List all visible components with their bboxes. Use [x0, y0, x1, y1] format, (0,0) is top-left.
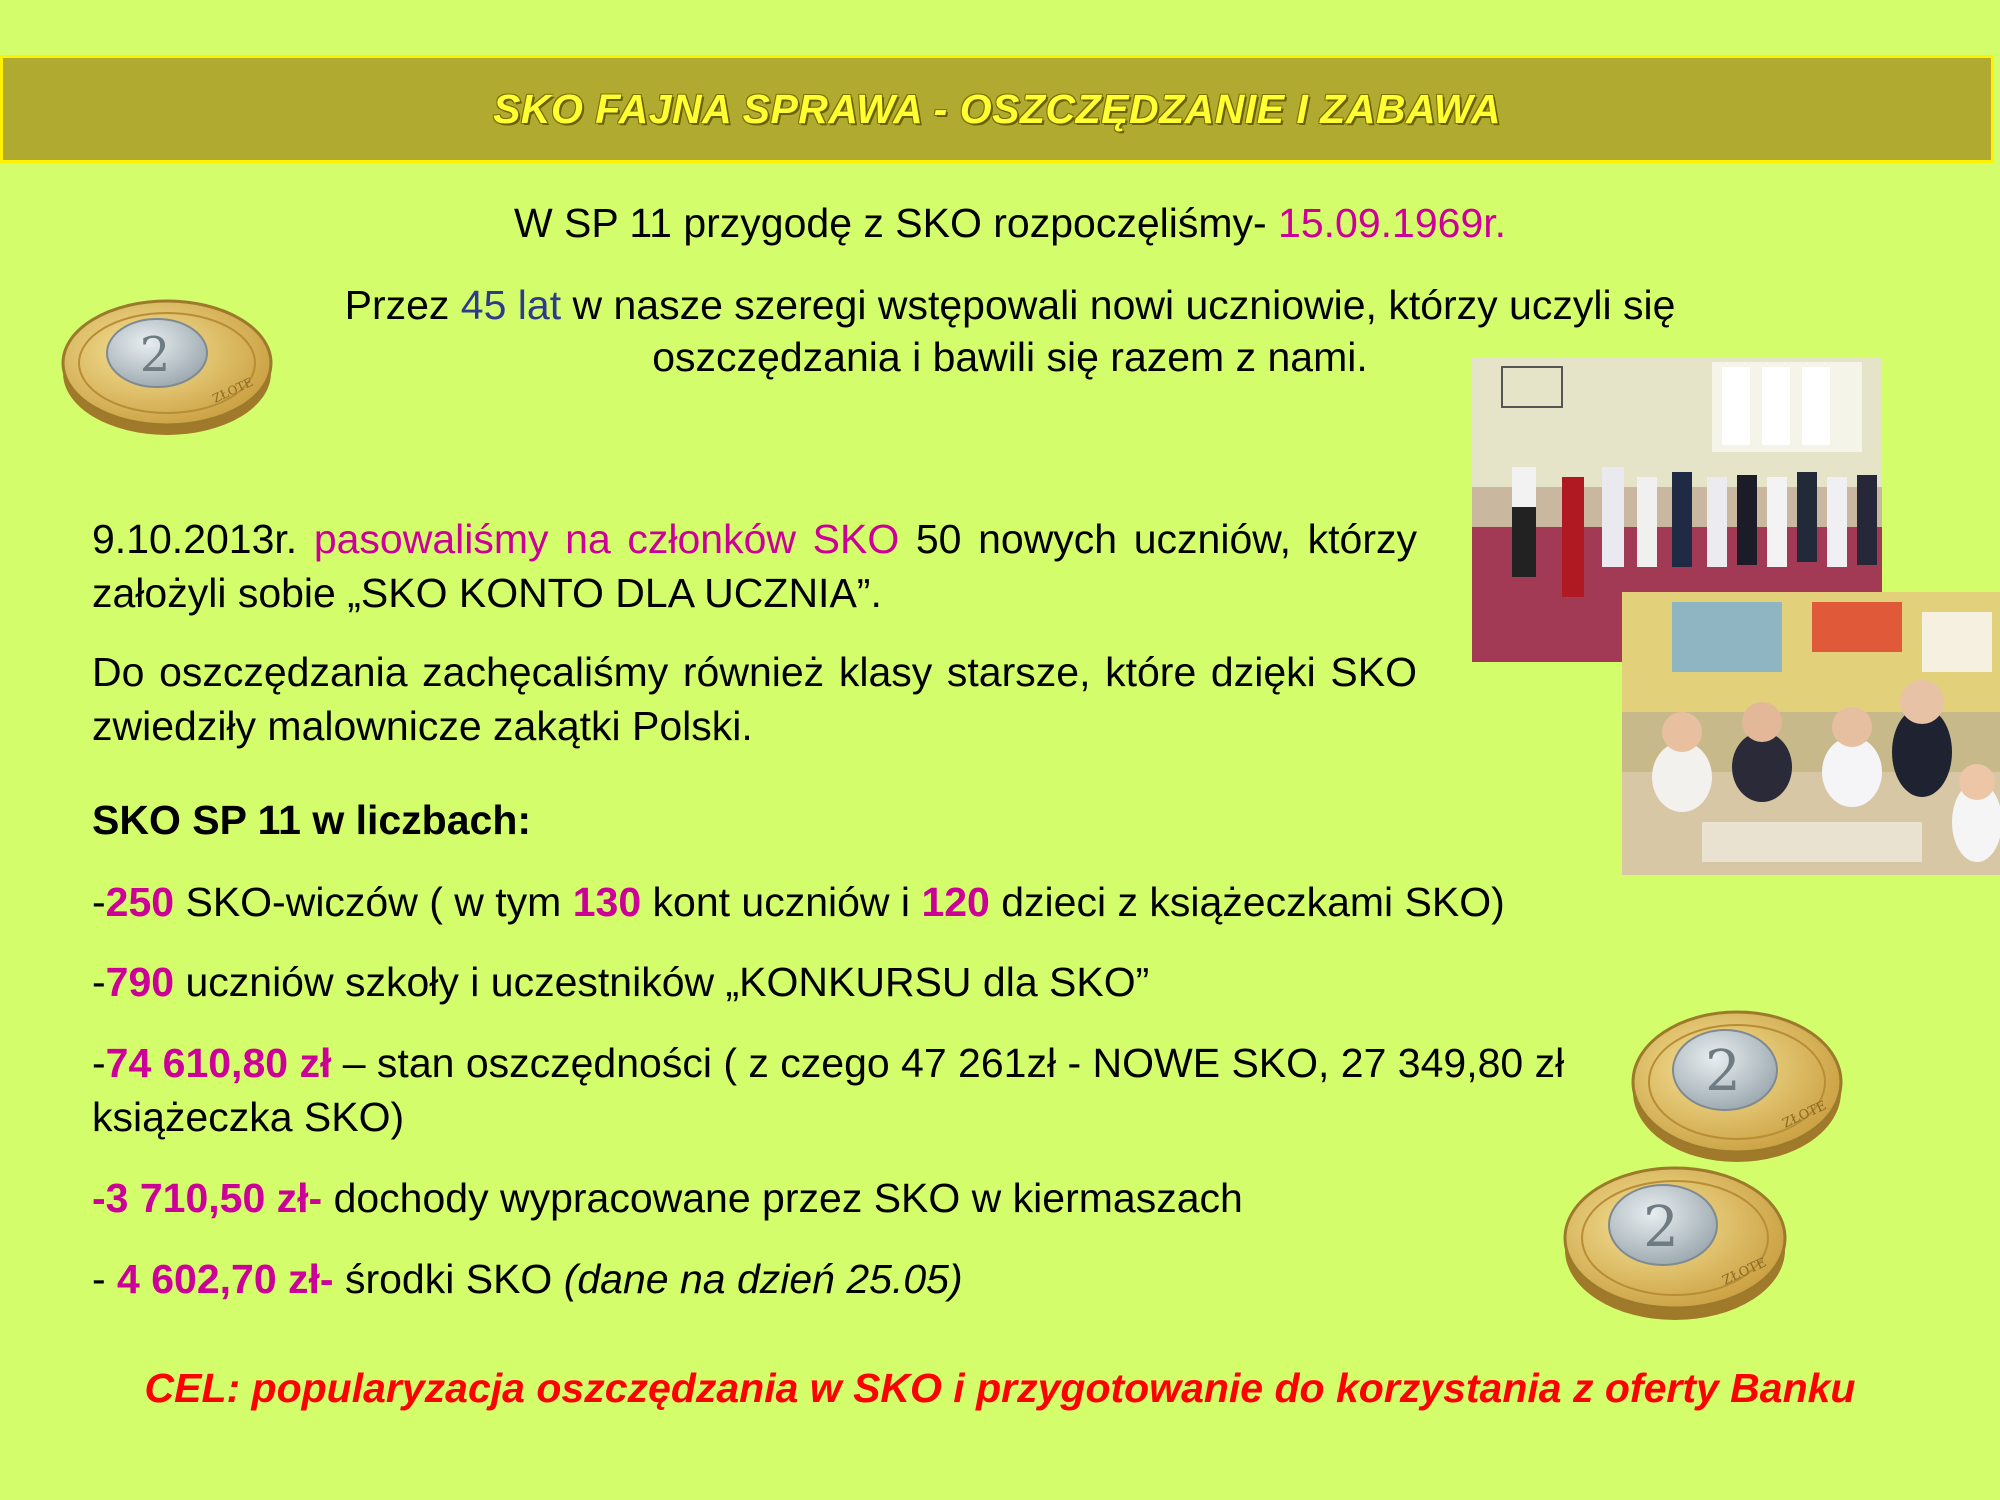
- coin-numeral: 2: [139, 327, 171, 383]
- stat-members-accounts: 130: [572, 879, 642, 925]
- stat-members: [92, 875, 1505, 929]
- stat-income: [92, 1171, 1243, 1225]
- stat-members-text-2: kont uczniów i: [641, 879, 922, 925]
- intro-start-text: W SP 11 przygodę z SKO rozpoczęliśmy-: [513, 200, 1279, 246]
- stat-funds: [92, 1252, 963, 1306]
- intro-line-start: [300, 196, 1720, 250]
- page-title: SKO FAJNA SPRAWA - OSZCZĘDZANIE I ZABAWA: [493, 85, 1501, 132]
- goal-statement: CEL: popularyzacja oszczędzania w SKO i przygotowanie do korzystania z oferty Banku: [144, 1365, 1856, 1411]
- stat-income-amount: -3 710,50 zł-: [92, 1175, 323, 1221]
- stat-members-text-1: SKO-wiczów ( w tym: [174, 879, 573, 925]
- intro-line-years: [200, 278, 1820, 332]
- intro-years-value: 45 lat: [460, 282, 562, 328]
- coin-image-top-left: [55, 285, 285, 445]
- stat-funds-text: środki SKO: [333, 1256, 564, 1302]
- stat-savings-text-2: książeczka SKO): [92, 1094, 405, 1140]
- stat-students-text: uczniów szkoły i uczestników „KONKURSU dla SKO”: [174, 959, 1150, 1005]
- stat-dash: -: [92, 1040, 106, 1086]
- stat-dash: -: [92, 959, 106, 1005]
- stat-funds-note: (dane na dzień 25.05): [563, 1256, 963, 1302]
- coin-label: ZŁOTE: [1780, 1098, 1829, 1132]
- paragraph-membership: [92, 512, 1417, 620]
- intro-start-date: 15.09.1969r.: [1278, 200, 1507, 246]
- photo-classroom: [1622, 592, 2000, 875]
- stat-income-text: dochody wypracowane przez SKO w kiermaszach: [322, 1175, 1243, 1221]
- stat-funds-amount: 4 602,70 zł-: [117, 1256, 334, 1302]
- stat-members-total: 250: [105, 879, 175, 925]
- stat-savings-text-1: – stan oszczędności ( z czego 47 261zł - NOWE SKO, 27 349,80 zł: [331, 1040, 1565, 1086]
- intro-years-post: w nasze szeregi wstępowali nowi uczniowie, którzy uczyli się: [561, 282, 1676, 328]
- intro-line-end: oszczędzania i bawili się razem z nami.: [652, 334, 1368, 380]
- stat-members-text-3: dzieci z książeczkami SKO): [989, 879, 1505, 925]
- membership-rest: 50 nowych uczniów, którzy założyli sobie „SKO KONTO DLA UCZNIA”.: [92, 516, 1417, 616]
- coin-label: ZŁOTE: [1720, 1255, 1769, 1289]
- stats-heading: SKO SP 11 w liczbach:: [92, 797, 532, 843]
- paragraph-encouragement: Do oszczędzania zachęcaliśmy również klasy starsze, które dzięki SKO zwiedziły malownicze zakątki Polski.: [92, 649, 1417, 749]
- membership-highlight: pasowaliśmy na członków SKO: [313, 516, 900, 562]
- coin-image-bottom-right: [1545, 980, 1845, 1330]
- coin-label: ZŁOTE: [210, 374, 256, 406]
- stat-dash: -: [92, 879, 106, 925]
- stat-students-count: 790: [105, 959, 175, 1005]
- intro-years-pre: Przez: [344, 282, 461, 328]
- stat-savings-total: 74 610,80 zł: [105, 1040, 332, 1086]
- coin-numeral: 2: [1705, 1039, 1741, 1104]
- stat-savings: [92, 1036, 1712, 1144]
- stat-students: [92, 955, 1149, 1009]
- title-banner: [0, 55, 1994, 163]
- membership-date: 9.10.2013r.: [92, 516, 298, 562]
- stat-dash: -: [92, 1256, 118, 1302]
- stat-members-books: 120: [921, 879, 990, 925]
- coin-numeral: 2: [1643, 1195, 1679, 1260]
